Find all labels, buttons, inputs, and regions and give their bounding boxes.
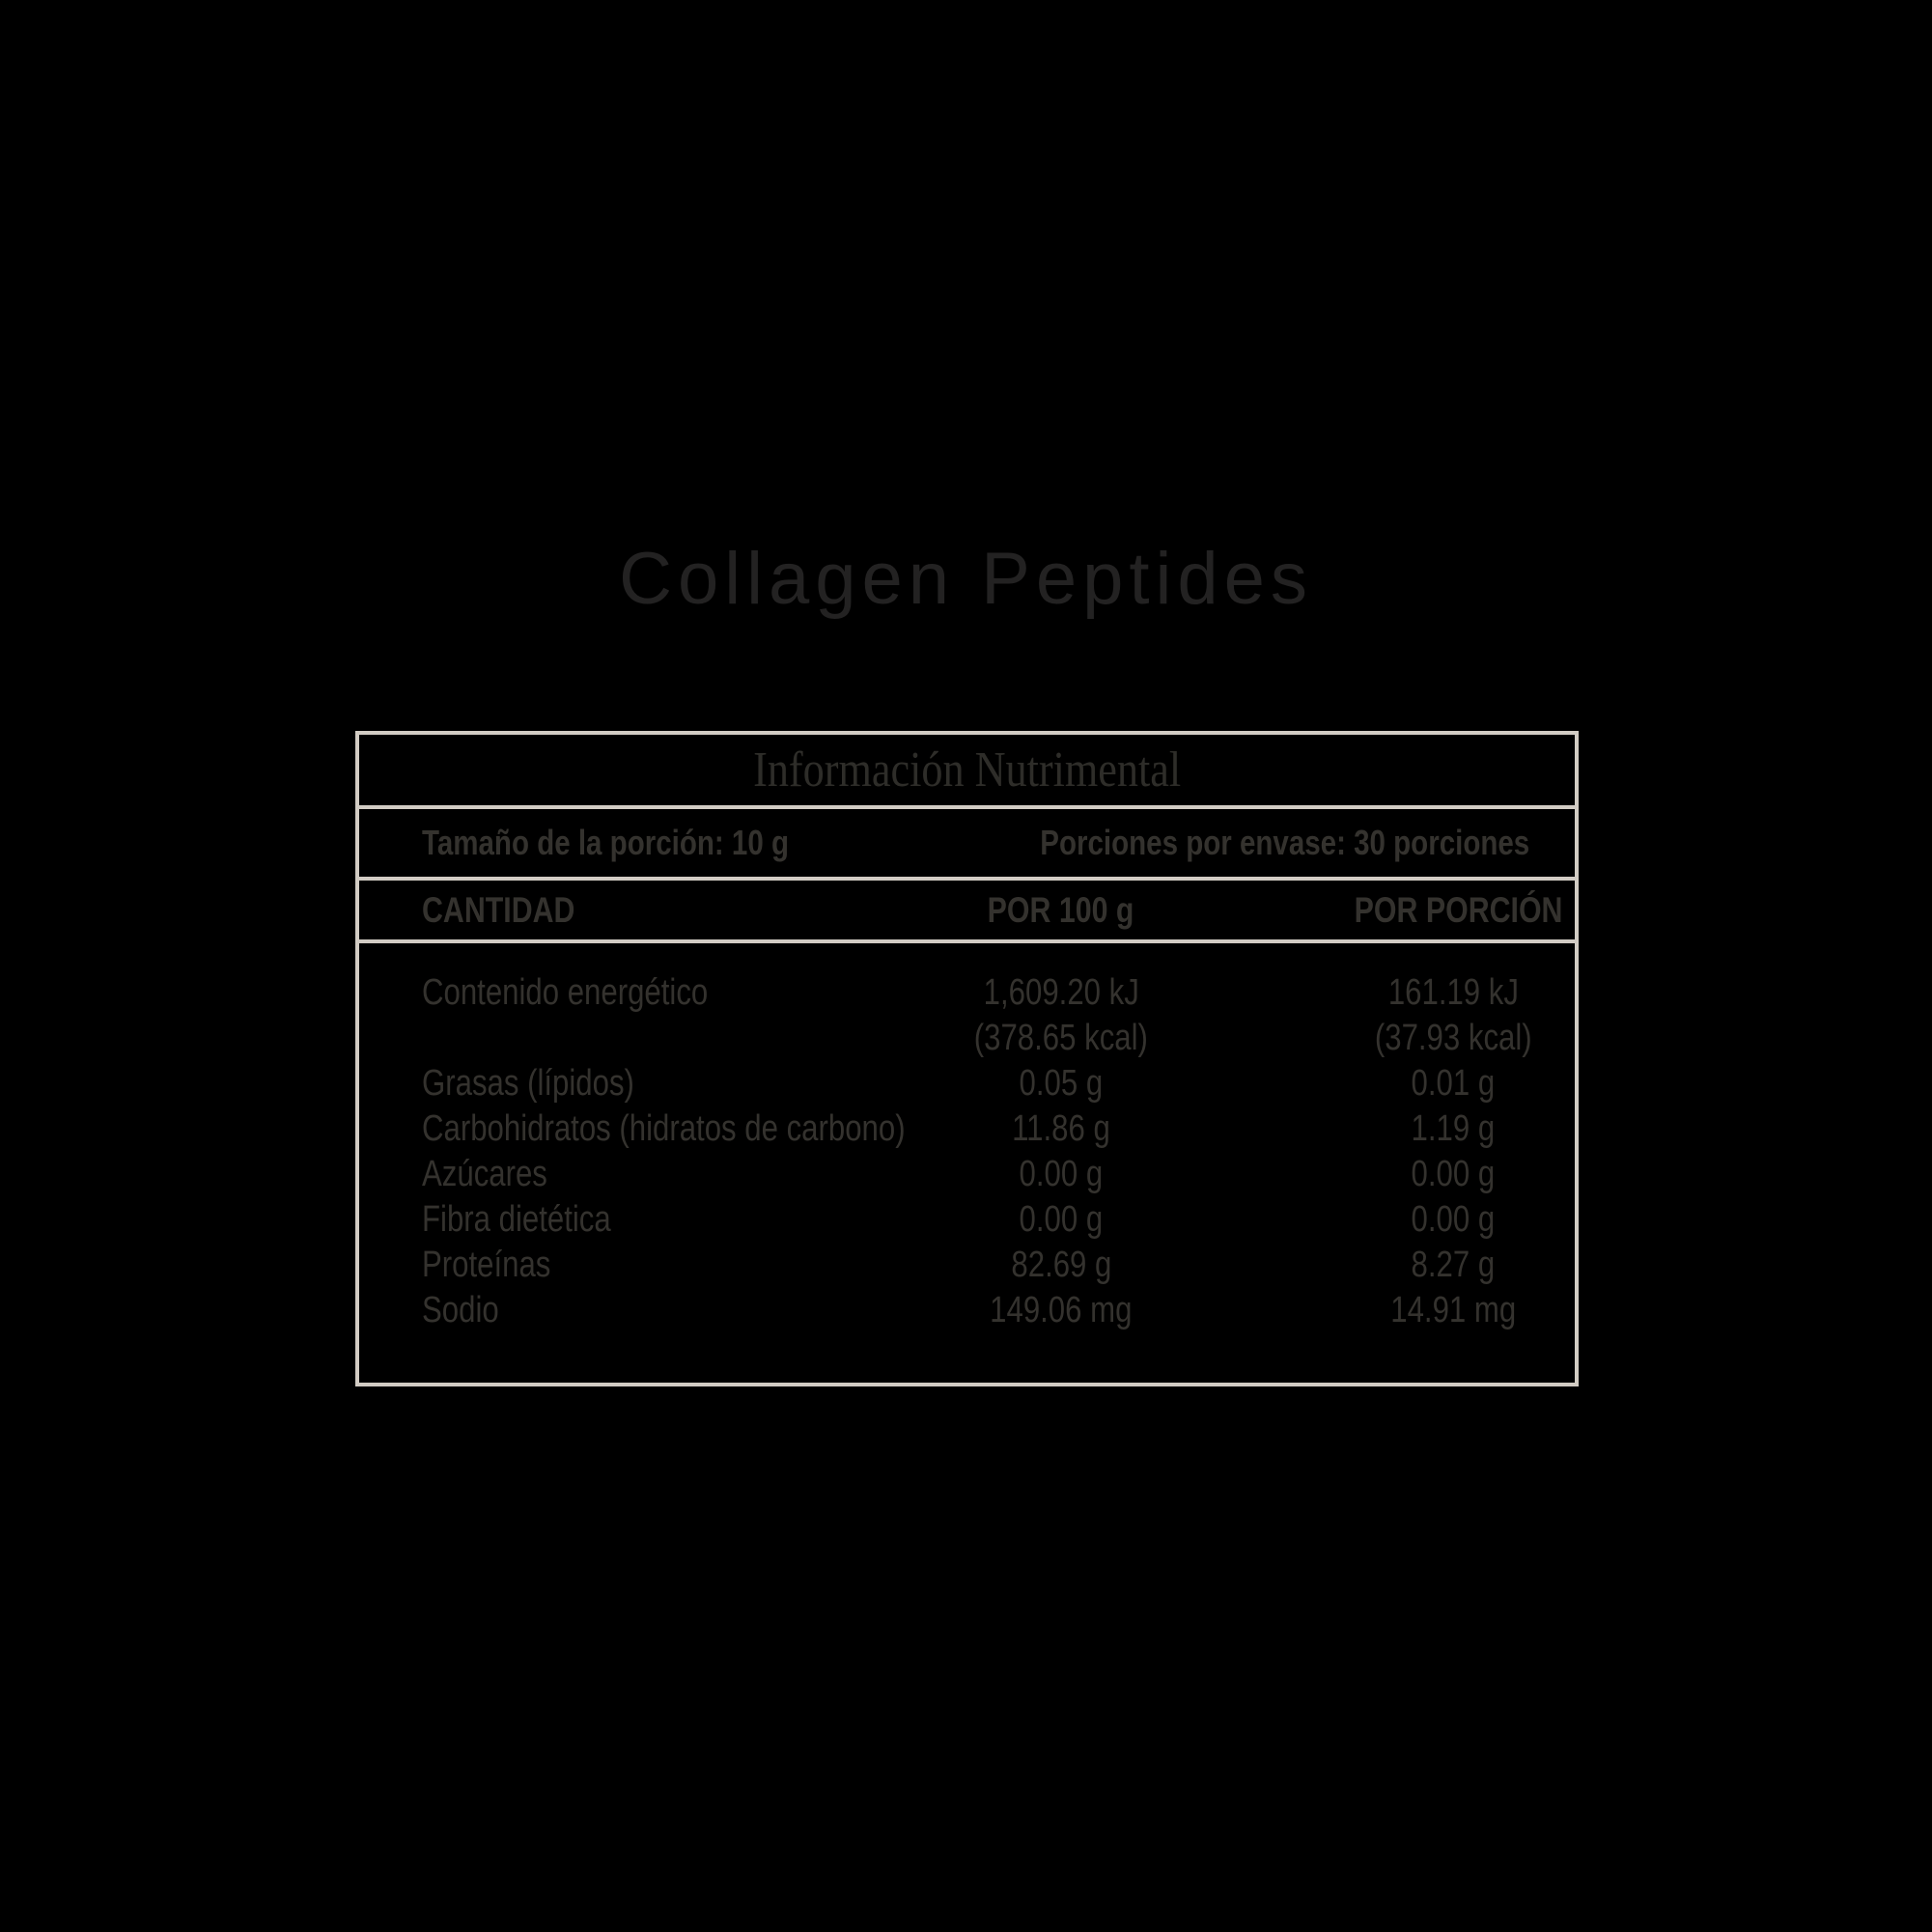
row-spacer bbox=[1183, 1197, 1331, 1243]
row-spacer bbox=[1183, 1106, 1331, 1152]
row-spacer bbox=[1183, 1288, 1331, 1333]
value-per-serving: 8.27 g bbox=[1411, 1245, 1496, 1285]
value-per-serving: 161.19 kJ (37.93 kcal) bbox=[1374, 972, 1532, 1058]
nutrient-name: Fibra dietética bbox=[422, 1199, 611, 1240]
nutrition-table-header bbox=[359, 735, 1575, 809]
value-per-serving: 0.01 g bbox=[1411, 1063, 1496, 1104]
table-row-sugars bbox=[359, 1152, 1575, 1197]
servings-per-container: Porciones por envase: 30 porciones bbox=[1040, 823, 1529, 862]
nutrition-table-title: Información Nutrimental bbox=[752, 742, 1182, 798]
nutrient-name: Carbohidratos (hidratos de carbono) bbox=[422, 1108, 906, 1149]
row-spacer bbox=[1183, 970, 1331, 1061]
table-row-sodium bbox=[359, 1288, 1575, 1333]
row-spacer bbox=[1183, 1152, 1331, 1197]
nutrient-name: Proteínas bbox=[422, 1245, 551, 1285]
value-per-100g: 11.86 g bbox=[1012, 1108, 1110, 1149]
serving-info-row bbox=[359, 809, 1575, 881]
nutrient-name: Contenido energético bbox=[422, 972, 709, 1013]
table-row-fiber bbox=[359, 1197, 1575, 1243]
value-per-100g: 0.00 g bbox=[1019, 1154, 1104, 1194]
table-row-fat bbox=[359, 1061, 1575, 1106]
value-per-serving: 1.19 g bbox=[1411, 1108, 1496, 1149]
value-per-100g: 0.05 g bbox=[1019, 1063, 1104, 1104]
column-header-per-serving: POR PORCIÓN bbox=[1354, 889, 1563, 930]
value-per-100g: 149.06 mg bbox=[990, 1290, 1133, 1330]
value-per-serving: 0.00 g bbox=[1411, 1199, 1496, 1240]
nutrition-facts-table bbox=[355, 731, 1579, 1386]
serving-size: Tamaño de la porción: 10 g bbox=[422, 823, 790, 862]
nutrient-name: Grasas (lípidos) bbox=[422, 1063, 634, 1104]
row-spacer bbox=[1183, 1061, 1331, 1106]
nutrient-name: Sodio bbox=[422, 1290, 499, 1330]
table-row-carbohydrates bbox=[359, 1106, 1575, 1152]
column-header-row bbox=[359, 881, 1575, 943]
value-per-serving: 0.00 g bbox=[1411, 1154, 1496, 1194]
row-spacer bbox=[1183, 1243, 1331, 1288]
product-title: Collagen Peptides bbox=[619, 538, 1313, 620]
table-row-energy bbox=[359, 970, 1575, 1061]
value-per-100g: 0.00 g bbox=[1019, 1199, 1104, 1240]
nutrition-values-body bbox=[359, 943, 1575, 1333]
value-per-100g: 1,609.20 kJ (378.65 kcal) bbox=[973, 972, 1149, 1058]
nutrient-name: Azúcares bbox=[422, 1154, 547, 1194]
column-header-amount: CANTIDAD bbox=[422, 889, 575, 930]
column-header-per-100g: POR 100 g bbox=[988, 889, 1134, 930]
table-row-protein bbox=[359, 1243, 1575, 1288]
value-per-100g: 82.69 g bbox=[1011, 1245, 1111, 1285]
value-per-serving: 14.91 mg bbox=[1390, 1290, 1516, 1330]
